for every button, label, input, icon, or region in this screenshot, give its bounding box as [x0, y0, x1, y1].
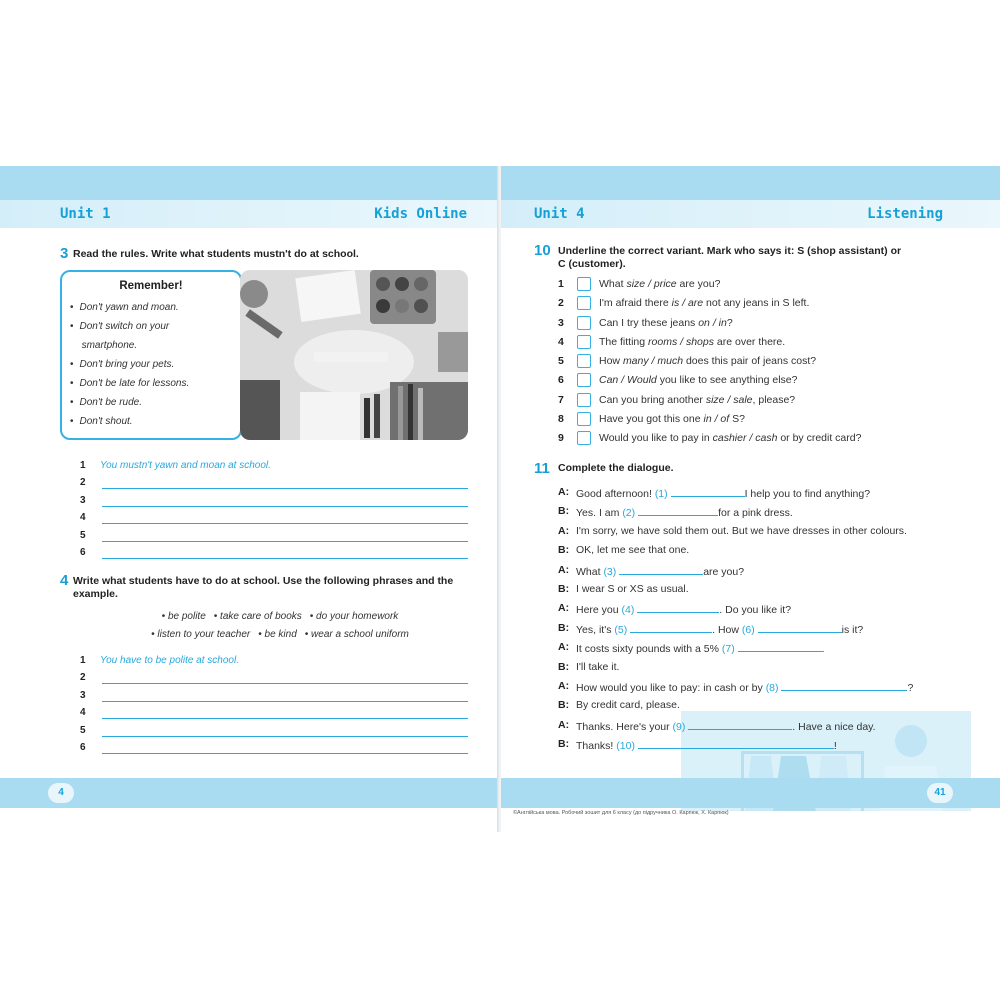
- text-part: . Have a nice day.: [792, 720, 876, 733]
- school-supplies-photo: [240, 270, 468, 440]
- answer-line[interactable]: [102, 718, 468, 719]
- text-part: Can I try these jeans: [599, 316, 699, 329]
- answer-line[interactable]: [102, 753, 468, 754]
- speaker-label: A:: [558, 563, 570, 576]
- variant-options[interactable]: in / of: [703, 413, 730, 426]
- answer-blank[interactable]: [688, 719, 792, 730]
- item-number: 6: [80, 741, 86, 753]
- text-part: I wear S or XS as usual.: [576, 582, 689, 595]
- answer-blank[interactable]: [638, 505, 718, 516]
- item-number: 4: [80, 707, 86, 719]
- exercise-title-line: Write what students have to do at school. Use the following phrases and the: [73, 575, 454, 587]
- exercise-title-line: Underline the correct variant. Mark who says it: S (shop assistant) or: [558, 245, 902, 257]
- item-text: [599, 432, 861, 444]
- example-answer: You mustn't yawn and moan at school.: [100, 460, 271, 471]
- variant-options[interactable]: rooms / shops: [648, 335, 714, 348]
- dialogue-text: [576, 505, 793, 519]
- answer-checkbox[interactable]: [577, 431, 591, 445]
- variant-options[interactable]: size / sale: [705, 393, 753, 406]
- text-part: How: [599, 355, 623, 368]
- remember-title: Remember!: [119, 280, 183, 292]
- variant-options[interactable]: size / price: [626, 278, 677, 290]
- bullet-icon: •: [70, 359, 74, 370]
- item-number: 1: [80, 655, 86, 666]
- gap-number: (1): [654, 488, 671, 500]
- speaker-label: B:: [558, 544, 570, 557]
- text-part: is it?: [841, 623, 864, 636]
- text-part: you like to see anything else?: [656, 374, 798, 387]
- item-number: 5: [558, 355, 564, 368]
- text-part: . Do you like it?: [719, 604, 792, 617]
- item-text: [599, 336, 785, 348]
- answer-blank[interactable]: [738, 641, 822, 652]
- rules-list: [70, 298, 189, 431]
- answer-row: [80, 510, 468, 527]
- answer-row: [80, 475, 468, 492]
- gap-number: (8): [765, 681, 782, 694]
- phrase: • wear a school uniform: [304, 629, 409, 640]
- speaker-label: B:: [558, 505, 570, 518]
- answer-row: [80, 458, 468, 475]
- rule-item: [70, 298, 189, 317]
- variant-options[interactable]: cashier / cash: [712, 432, 778, 445]
- exercise-number: 4: [60, 572, 69, 589]
- speaker-label: B:: [558, 660, 570, 673]
- answer-row: [80, 670, 468, 687]
- variant-options[interactable]: many / much: [622, 355, 684, 368]
- rule-text: Don't be rude.: [79, 397, 143, 408]
- workbook-spread: [0, 166, 1000, 832]
- speaker-label: A:: [558, 718, 570, 731]
- text-part: .: [821, 643, 825, 656]
- gap-number: (6): [741, 623, 758, 636]
- item-text: [599, 394, 795, 406]
- item-number: 7: [558, 393, 564, 406]
- item-text: [599, 374, 797, 386]
- dialogue-text: [576, 661, 619, 673]
- exercise-number: 10: [534, 242, 551, 259]
- text-part: It costs sixty pounds with a 5%: [576, 643, 722, 656]
- item-number: 3: [80, 689, 86, 701]
- item-text: [599, 278, 720, 290]
- answer-blank[interactable]: [637, 602, 719, 613]
- text-part: Can you bring another: [599, 393, 706, 406]
- answer-checkbox[interactable]: [577, 277, 591, 291]
- variant-options[interactable]: Can / Would: [599, 374, 657, 387]
- page-number: 41: [927, 783, 953, 803]
- section-title: Listening: [867, 206, 943, 222]
- answer-line[interactable]: [102, 736, 468, 737]
- phrase: • be polite: [161, 611, 206, 622]
- dialogue-text: [576, 525, 907, 537]
- rule-item: [70, 317, 189, 336]
- variant-options[interactable]: is / are: [671, 297, 704, 310]
- answer-line[interactable]: [102, 541, 468, 542]
- item-number: 8: [558, 413, 564, 426]
- rule-text: Don't shout.: [79, 416, 133, 427]
- item-number: 3: [558, 316, 564, 329]
- page-number: 4: [48, 783, 74, 803]
- text-part: . How: [712, 623, 742, 636]
- answer-line[interactable]: [102, 683, 468, 684]
- answer-checkbox[interactable]: [577, 335, 591, 349]
- gap-number: (4): [621, 604, 638, 617]
- text-part: I'll take it.: [576, 660, 620, 673]
- gap-number: (5): [614, 623, 631, 636]
- item-number: 1: [80, 460, 86, 471]
- item-number: 2: [80, 477, 86, 489]
- answer-blank[interactable]: [630, 622, 712, 633]
- speaker-label: A:: [558, 679, 570, 692]
- answer-row: [80, 688, 468, 705]
- answer-checkbox[interactable]: [577, 316, 591, 330]
- answer-blank[interactable]: [638, 738, 834, 749]
- item-text: [599, 355, 816, 367]
- dialogue-text: [576, 622, 863, 636]
- text-part: Thanks. Here's your: [576, 720, 673, 733]
- rule-item: [70, 355, 189, 374]
- item-number: 2: [80, 672, 86, 684]
- exercise4-answer-list: [80, 653, 468, 757]
- item-number: 2: [558, 297, 564, 310]
- rule-text: Don't switch on your: [79, 321, 170, 332]
- answer-checkbox[interactable]: [577, 412, 591, 426]
- exercise-title-line: example.: [73, 588, 118, 600]
- phrase: • listen to your teacher: [151, 629, 251, 640]
- bullet-icon: •: [70, 321, 74, 332]
- footer-band: [501, 778, 1000, 808]
- answer-row: [80, 493, 468, 510]
- item-text: [599, 413, 745, 425]
- bullet-icon: •: [70, 378, 74, 389]
- rule-text: smartphone.: [81, 340, 138, 351]
- text-part: The fitting: [599, 335, 649, 348]
- answer-blank[interactable]: [758, 622, 842, 633]
- text-part: or by credit card?: [777, 432, 862, 445]
- phrases-box: [130, 608, 430, 644]
- remember-box: [60, 270, 242, 440]
- dialogue-text: [576, 544, 689, 556]
- text-part: Good afternoon!: [576, 488, 655, 500]
- text-part: S?: [729, 413, 745, 426]
- answer-checkbox[interactable]: [577, 296, 591, 310]
- answer-line[interactable]: [102, 558, 468, 559]
- gap-number: (3): [603, 565, 620, 578]
- unit-label: Unit 4: [534, 206, 585, 222]
- text-part: I'm sorry, we have sold them out. But we have dresses in other colours.: [576, 524, 907, 537]
- text-part: I'm afraid there: [599, 297, 672, 310]
- answer-row: [80, 528, 468, 545]
- item-number: 4: [558, 335, 564, 348]
- exercise-number: 11: [534, 460, 550, 477]
- item-number: 6: [80, 546, 86, 558]
- text-part: Thanks!: [576, 740, 617, 753]
- item-number: 3: [80, 494, 86, 506]
- item-text: [599, 317, 733, 329]
- item-number: 4: [80, 512, 86, 524]
- answer-checkbox[interactable]: [577, 373, 591, 387]
- phrases-row: [130, 608, 430, 626]
- item-number: 5: [80, 529, 86, 541]
- answer-row: [80, 705, 468, 722]
- text-part: I help you to find anything?: [744, 488, 871, 500]
- answer-row: [80, 740, 468, 757]
- gap-number: (7): [721, 643, 738, 656]
- rule-text: Don't bring your pets.: [79, 359, 175, 370]
- exercise-title: Complete the dialogue.: [558, 462, 674, 474]
- dialogue-text: [576, 583, 689, 595]
- text-part: are you?: [676, 278, 721, 290]
- example-answer: You have to be polite at school.: [100, 655, 239, 666]
- bullet-icon: [70, 340, 76, 351]
- text-part: How would you like to pay: in cash or by: [576, 681, 766, 694]
- speaker-label: B:: [558, 582, 570, 595]
- item-number: 6: [558, 374, 564, 387]
- gap-number: (10): [616, 740, 638, 753]
- item-number: 1: [558, 278, 564, 290]
- rule-text: Don't yawn and moan.: [79, 302, 179, 313]
- text-part: are over there.: [713, 335, 786, 348]
- dialogue-text: [576, 641, 825, 655]
- item-text: [599, 297, 809, 309]
- speaker-label: B:: [558, 699, 570, 712]
- answer-checkbox[interactable]: [577, 354, 591, 368]
- text-part: , please?: [752, 393, 796, 406]
- copyright-note: ©Англійська мова. Робочий зошит для 6 класу (до підручника О. Карпюк, Х. Карпюк): [513, 810, 729, 816]
- right-page: [501, 166, 1000, 832]
- text-part: Yes. I am: [576, 507, 623, 520]
- dialogue-text: [576, 699, 680, 711]
- text-part: does this pair of jeans cost?: [683, 355, 817, 368]
- dialogue-text: [576, 564, 744, 578]
- speaker-label: B:: [558, 621, 570, 634]
- exercise3-answer-list: [80, 458, 468, 562]
- photo-illustration: [240, 270, 468, 440]
- speaker-label: A:: [558, 524, 570, 537]
- rule-item: [70, 393, 189, 412]
- speaker-label: B:: [558, 738, 570, 751]
- phrase: • be kind: [258, 629, 297, 640]
- answer-blank[interactable]: [781, 680, 907, 691]
- answer-row: [80, 723, 468, 740]
- item-number: 5: [80, 724, 86, 736]
- dialogue-text: [576, 486, 870, 500]
- bullet-icon: •: [70, 302, 74, 313]
- text-part: not any jeans in S left.: [703, 297, 810, 310]
- dialogue-text: [576, 738, 837, 752]
- answer-line[interactable]: [102, 488, 468, 489]
- exercise-number: 3: [60, 245, 69, 262]
- text-part: for a pink dress.: [718, 507, 793, 520]
- text-part: By credit card, please.: [576, 699, 680, 712]
- dialogue-text: [576, 680, 913, 694]
- phrase: • take care of books: [213, 611, 302, 622]
- dialogue-text: [576, 602, 791, 616]
- answer-row: [80, 653, 468, 670]
- unit-label: Unit 1: [60, 206, 111, 222]
- phrase: • do your homework: [309, 611, 399, 622]
- gap-number: (2): [622, 507, 639, 520]
- bullet-icon: •: [70, 397, 74, 408]
- text-part: What: [599, 278, 627, 290]
- answer-blank[interactable]: [671, 486, 745, 497]
- text-part: Would you like to pay in: [599, 432, 713, 445]
- text-part: Have you got this one: [599, 413, 704, 426]
- top-band: [501, 166, 1000, 200]
- variant-options[interactable]: on / in: [698, 316, 727, 329]
- rule-item: [70, 374, 189, 393]
- answer-line[interactable]: [102, 523, 468, 524]
- left-page: [0, 166, 499, 832]
- text-part: !: [833, 740, 837, 753]
- text-part: ?: [907, 681, 914, 694]
- text-part: Here you: [576, 604, 622, 617]
- answer-row: [80, 545, 468, 562]
- answer-checkbox[interactable]: [577, 393, 591, 407]
- text-part: ?: [726, 316, 733, 329]
- gap-number: (9): [672, 720, 689, 733]
- item-number: 9: [558, 432, 564, 445]
- speaker-label: A:: [558, 486, 570, 498]
- text-part: are you?: [703, 565, 745, 578]
- rule-item: [70, 412, 189, 431]
- top-band: [0, 166, 499, 200]
- answer-blank[interactable]: [619, 564, 703, 575]
- bullet-icon: •: [70, 416, 74, 427]
- text-part: Yes, it's: [576, 623, 615, 636]
- rule-text: Don't be late for lessons.: [79, 378, 190, 389]
- answer-line[interactable]: [102, 506, 468, 507]
- text-part: What: [576, 565, 604, 578]
- speaker-label: A:: [558, 641, 570, 654]
- answer-line[interactable]: [102, 701, 468, 702]
- dialogue-text: [576, 719, 876, 733]
- phrases-row: [130, 626, 430, 644]
- section-title: Kids Online: [374, 206, 467, 222]
- exercise-title: Read the rules. Write what students mustn't do at school.: [73, 248, 359, 260]
- rule-item: [70, 336, 189, 355]
- speaker-label: A:: [558, 602, 570, 615]
- footer-band: [0, 778, 499, 808]
- exercise-title-line: C (customer).: [558, 258, 626, 270]
- text-part: OK, let me see that one.: [576, 544, 690, 557]
